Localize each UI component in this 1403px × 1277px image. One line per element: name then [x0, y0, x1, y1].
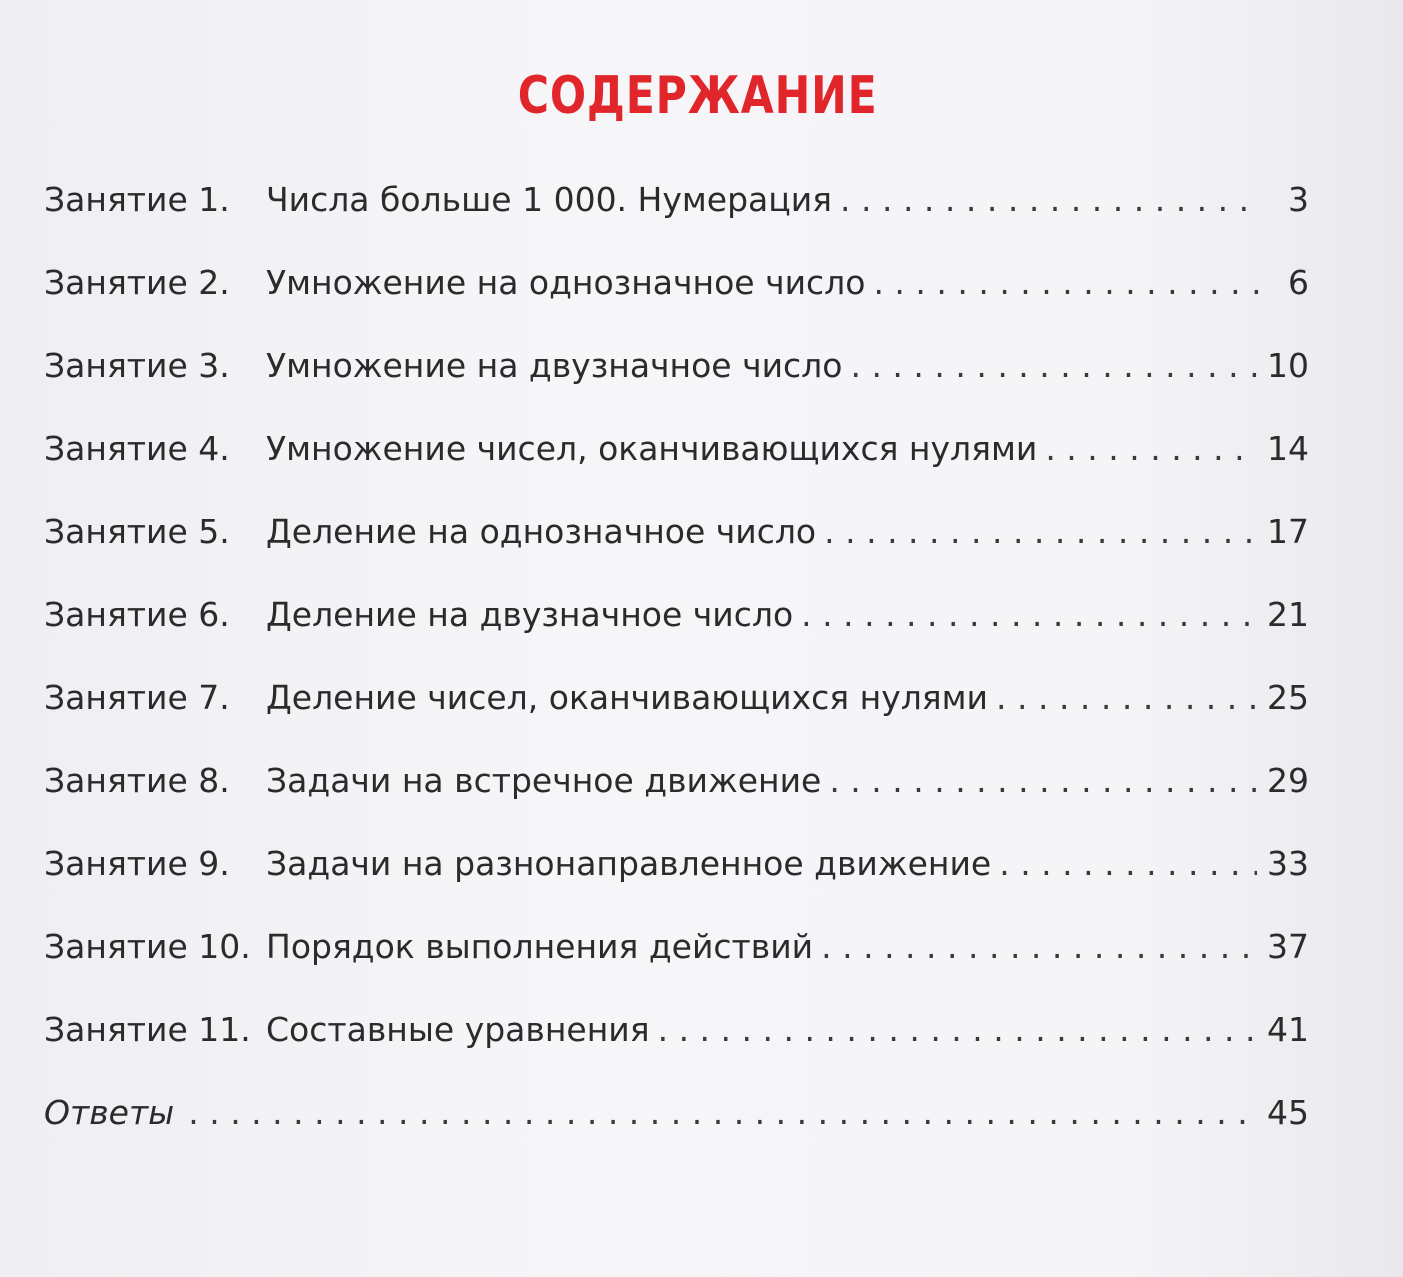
- lesson-topic: Деление на однозначное число: [266, 512, 817, 551]
- lesson-topic: Умножение на двузначное число: [266, 346, 843, 385]
- lesson-number: Занятие 9.: [44, 844, 230, 883]
- page-number: 6: [1288, 263, 1309, 302]
- lesson-topic: Деление чисел, оканчивающихся нулями: [266, 678, 989, 717]
- toc-entry-8[interactable]: [44, 756, 1309, 806]
- toc-entry-10[interactable]: [44, 922, 1309, 972]
- toc-entry-4[interactable]: [44, 424, 1309, 474]
- answers-label: Ответы: [44, 1093, 175, 1132]
- dot-leader: [840, 175, 1259, 225]
- lesson-topic: Умножение на однозначное число: [266, 263, 866, 302]
- lesson-number: Занятие 10.: [44, 927, 251, 966]
- lesson-number: Занятие 7.: [44, 678, 230, 717]
- page-number: 10: [1267, 346, 1309, 385]
- lesson-number: Занятие 6.: [44, 595, 230, 634]
- dot-leader: [999, 839, 1257, 889]
- lesson-topic: Составные уравнения: [266, 1010, 650, 1049]
- toc-entry-1[interactable]: [44, 175, 1309, 225]
- toc-entry-2[interactable]: [44, 258, 1309, 308]
- dot-leader: [658, 1005, 1257, 1055]
- lesson-number: Занятие 11.: [44, 1010, 251, 1049]
- page-number: 29: [1267, 761, 1309, 800]
- lesson-topic: Деление на двузначное число: [266, 595, 794, 634]
- dot-leader: [850, 341, 1257, 391]
- lesson-topic: Умножение чисел, оканчивающихся нулями: [266, 429, 1038, 468]
- lesson-number: Занятие 2.: [44, 263, 230, 302]
- page-number: 41: [1267, 1010, 1309, 1049]
- page-number: 33: [1267, 844, 1309, 883]
- toc-entry-11[interactable]: [44, 1005, 1309, 1055]
- page-number: 3: [1288, 180, 1309, 219]
- dot-leader: [821, 922, 1257, 972]
- toc-entry-answers[interactable]: [44, 1088, 1309, 1138]
- page-number: 17: [1267, 512, 1309, 551]
- page-title: СОДЕРЖАНИЕ: [517, 66, 878, 126]
- lesson-topic: Порядок выполнения действий: [266, 927, 814, 966]
- page-number: 45: [1267, 1093, 1309, 1132]
- page-number: 14: [1267, 429, 1309, 468]
- lesson-number: Занятие 8.: [44, 761, 230, 800]
- lesson-number: Занятие 1.: [44, 180, 230, 219]
- dot-leader: [996, 673, 1257, 723]
- lesson-number: Занятие 4.: [44, 429, 230, 468]
- toc-entry-6[interactable]: [44, 590, 1309, 640]
- dot-leader: [829, 756, 1257, 806]
- page-number: 37: [1267, 927, 1309, 966]
- dot-leader: [824, 507, 1257, 557]
- lesson-number: Занятие 3.: [44, 346, 230, 385]
- lesson-number: Занятие 5.: [44, 512, 230, 551]
- dot-leader: [1045, 424, 1257, 474]
- lesson-topic: Числа больше 1 000. Нумерация: [266, 180, 833, 219]
- page-number: 25: [1267, 678, 1309, 717]
- lesson-topic: Задачи на разнонаправленное движение: [266, 844, 992, 883]
- page-number: 21: [1267, 595, 1309, 634]
- dot-leader: [188, 1088, 1257, 1138]
- dot-leader: [873, 258, 1259, 308]
- dot-leader: [801, 590, 1257, 640]
- lesson-topic: Задачи на встречное движение: [266, 761, 822, 800]
- toc-entry-9[interactable]: [44, 839, 1309, 889]
- toc-entry-5[interactable]: [44, 507, 1309, 557]
- toc-entry-3[interactable]: [44, 341, 1309, 391]
- toc-entry-7[interactable]: [44, 673, 1309, 723]
